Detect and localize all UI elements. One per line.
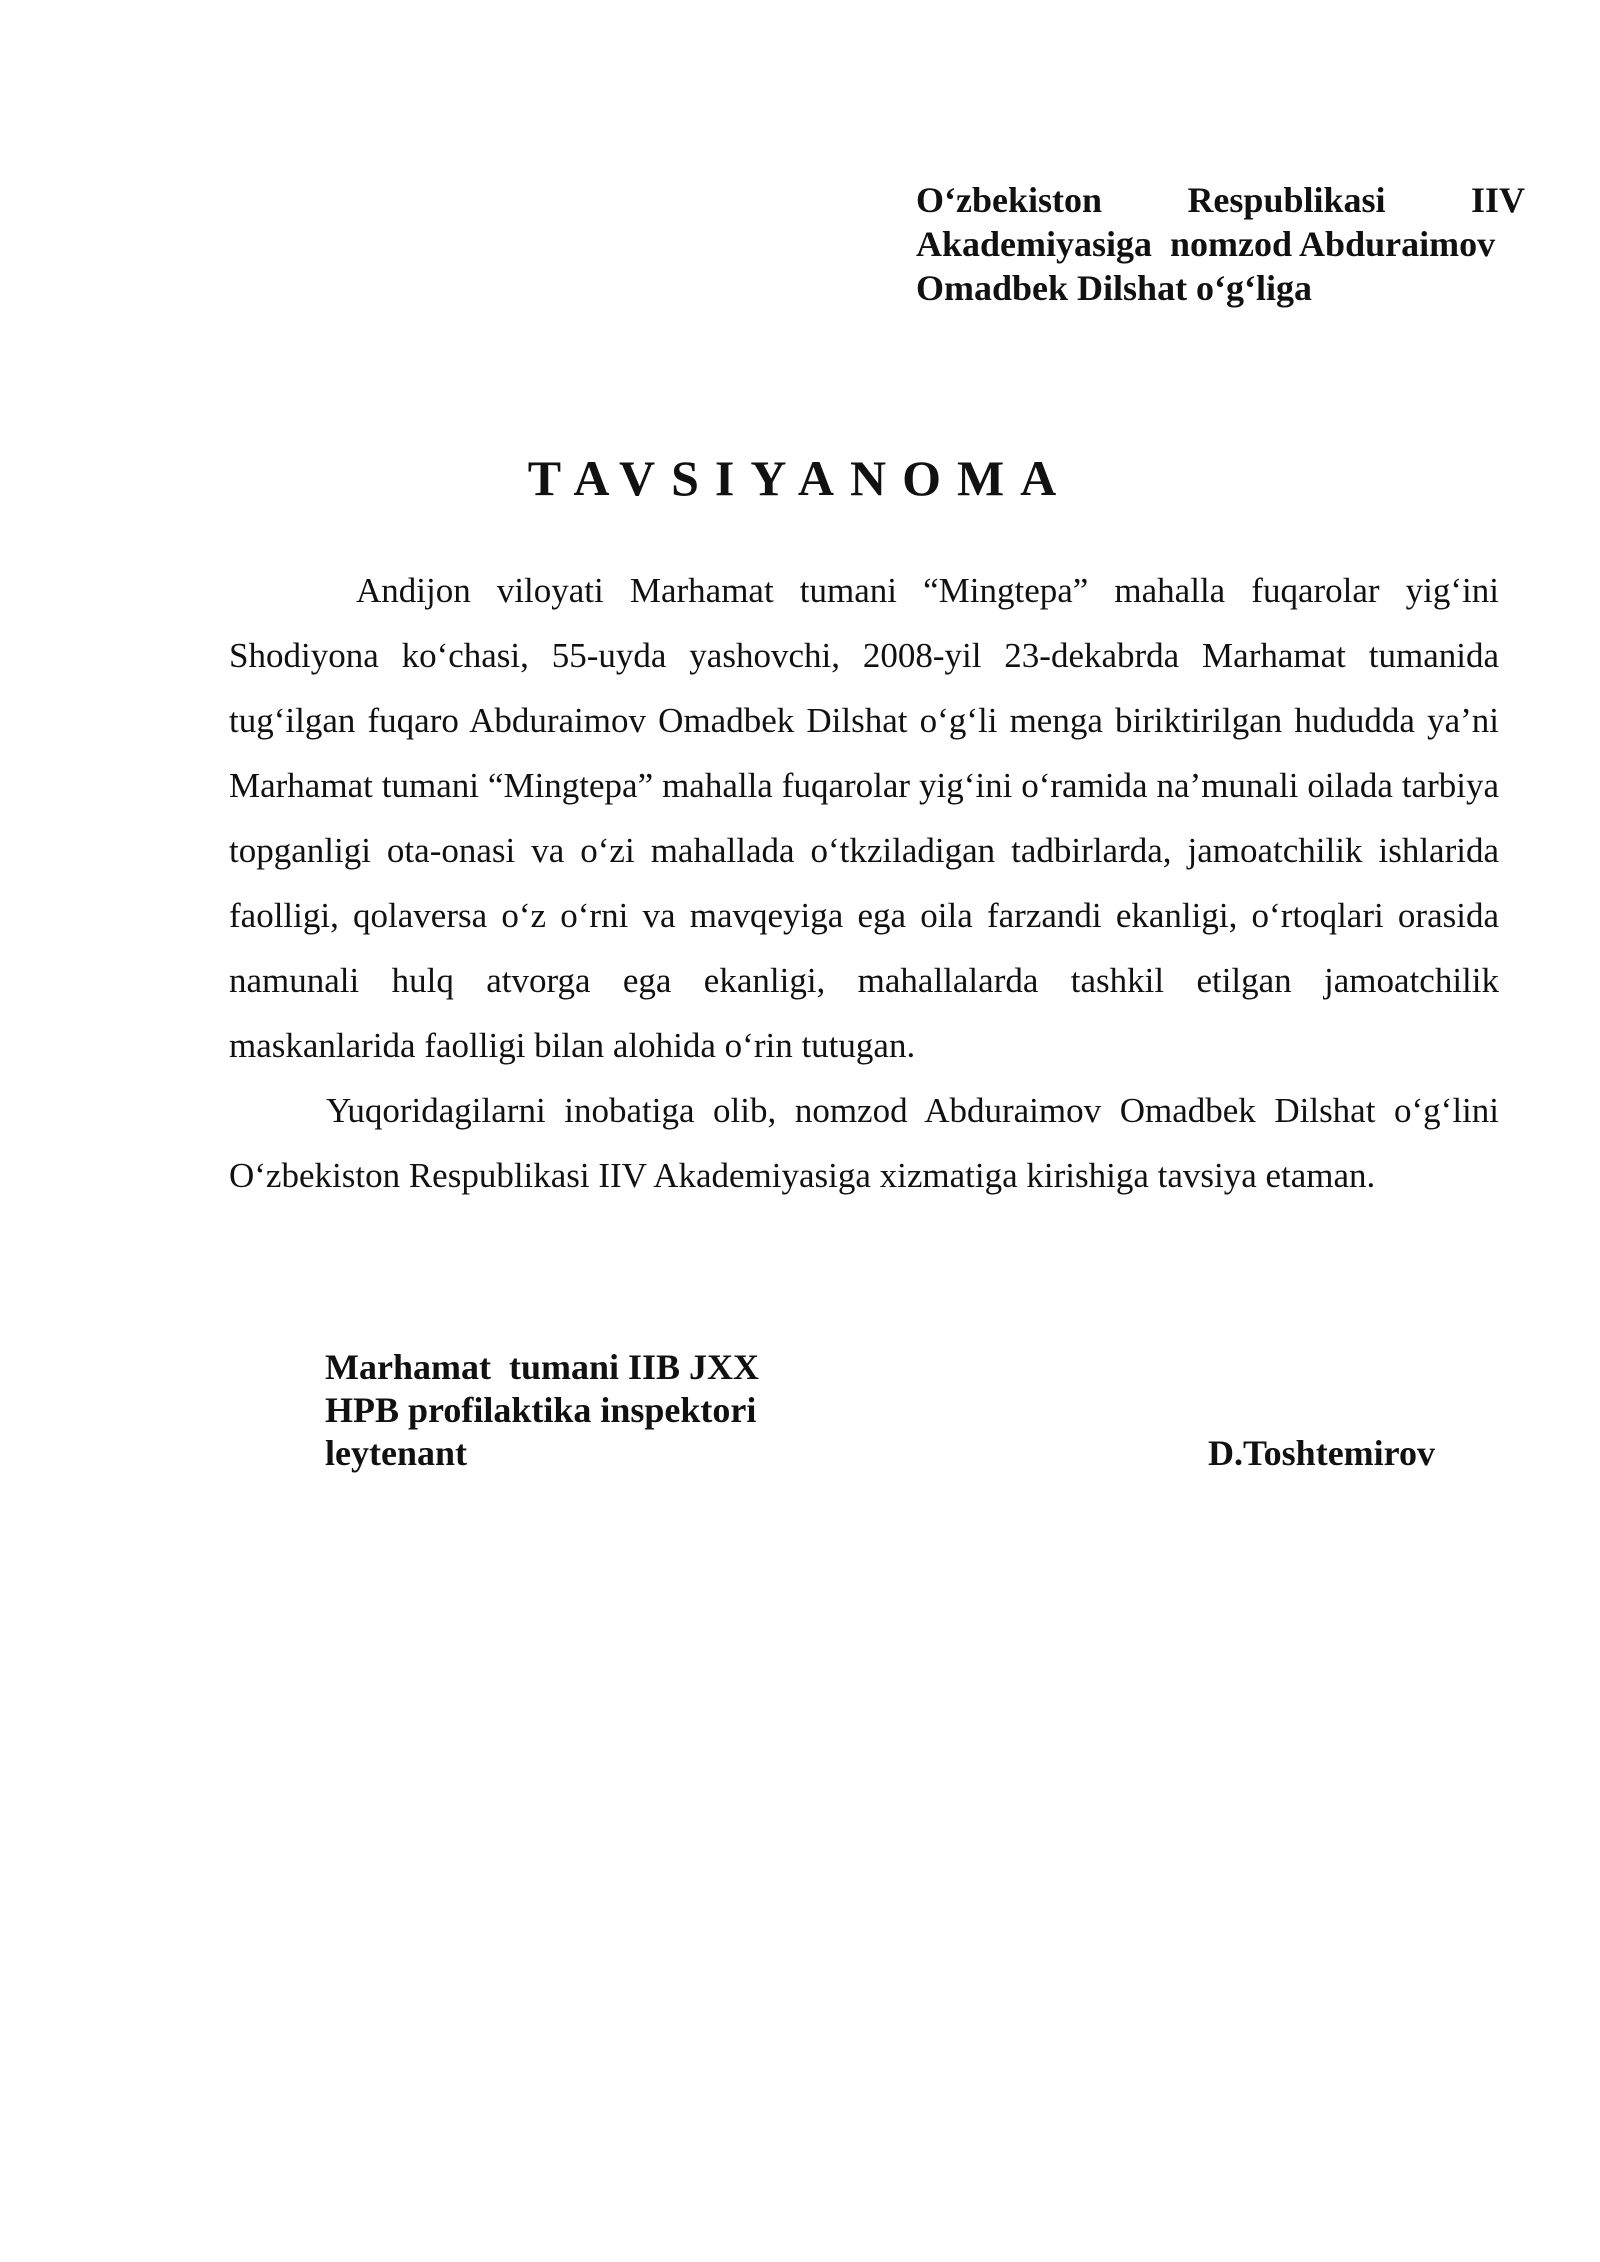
addressee-line-1 [916, 178, 1525, 222]
addressee-block [916, 178, 1525, 310]
signature-block [325, 1346, 1435, 1475]
document-body [229, 558, 1499, 1208]
document-title: TAVSIYANOMA [527, 450, 1073, 506]
signature-row [325, 1432, 1435, 1475]
addressee-word: Respublikasi [1187, 180, 1386, 220]
addressee-word: O‘zbekiston [916, 180, 1103, 220]
body-paragraph-1: Andijon viloyati Marhamat tumani “Mingtepa” mahalla fuqarolar yig‘ini Shodiyona ko‘chasi, 55-uyda yashovchi, 2008-yil 23-dekabrda Marhamat tumanida tug‘ilgan fuqaro Abduraimov Omadbek Dilshat o‘g‘li menga biriktirilgan hududda ya’ni Marhamat tumani “Mingtepa” mahalla fuqarolar yig‘ini o‘ramida na’munali oilada tarbiya topganligi ota-onasi va o‘zi mahallada o‘tkziladigan tadbirlarda, jamoatchilik ishlarida faolligi, qolaversa o‘z o‘rni va mavqeyiga ega oila farzandi ekanligi, o‘rtoqlari orasida namunali hulq atvorga ega ekanligi, mahallalarda tashkil etilgan jamoatchilik maskanlarida faolligi bilan alohida o‘rin tutugan. [229, 571, 1499, 1065]
signature-rank: leytenant [325, 1433, 467, 1473]
signature-position-line-2: HPB profilaktika inspektori [325, 1390, 757, 1430]
signature-name: D.Toshtemirov [1207, 1433, 1435, 1473]
body-paragraph-2: Yuqoridagilarni inobatiga olib, nomzod Abduraimov Omadbek Dilshat o‘g‘lini O‘zbekiston Respublikasi IIV Akademiyasiga xizmatiga kirishiga tavsiya etaman. [229, 1091, 1499, 1195]
addressee-line-3: Omadbek Dilshat o‘g‘liga [916, 268, 1313, 308]
signature-position-line-1: Marhamat tumani IIB JXX [325, 1347, 760, 1387]
addressee-line-2: Akademiyasiga nomzod Abduraimov [916, 224, 1496, 264]
addressee-word: IIV [1470, 180, 1525, 220]
